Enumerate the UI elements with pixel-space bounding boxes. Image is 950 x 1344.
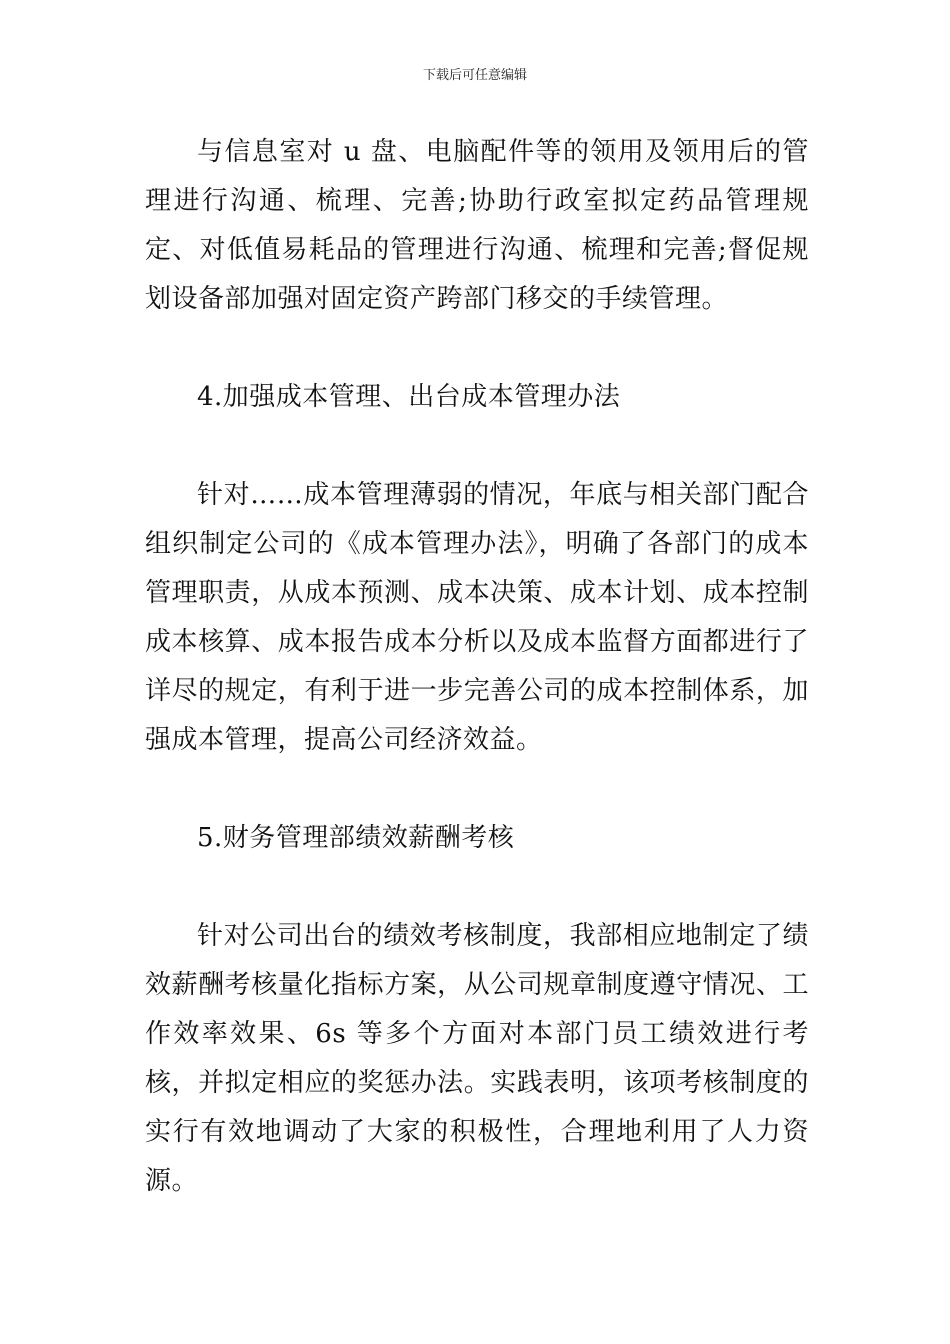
paragraph-asset-management: 与信息室对 u 盘、电脑配件等的领用及领用后的管理进行沟通、梳理、完善;协助行政室拟定药品管理规定、对低值易耗品的管理进行沟通、梳理和完善;督促规划设备部加强对固定资产跨部门移交的手续管理。 [145,137,809,314]
paragraph-gap [145,324,809,373]
paragraph-cost-management: 针对……成本管理薄弱的情况，年底与相关部门配合组织制定公司的《成本管理办法》，明确了各部门的成本管理职责，从成本预测、成本决策、成本计划、成本控制成本核算、成本报告成本分析以及成本监督方面都进行了详尽的规定，有利于进一步完善公司的成本控制体系，加强成本管理，提高公司经济效益。 [145,480,809,755]
document-body [145,128,809,1206]
paragraph-performance-review: 针对公司出台的绩效考核制度，我部相应地制定了绩效薪酬考核量化指标方案，从公司规章制度遵守情况、工作效率效果、6s 等多个方面对本部门员工绩效进行考核，并拟定相应的奖惩办法。实践表明，该项考核制度的实行有效地调动了大家的积极性，合理地利用了人力资源。 [145,921,809,1196]
page-header: 下载后可任意编辑 [422,68,527,83]
heading-cost-management: 4.加强成本管理、出台成本管理办法 [197,382,621,412]
paragraph-gap [145,765,809,814]
paragraph-gap [145,422,809,471]
heading-performance-review: 5.财务管理部绩效薪酬考核 [197,823,515,853]
paragraph-gap [145,863,809,912]
